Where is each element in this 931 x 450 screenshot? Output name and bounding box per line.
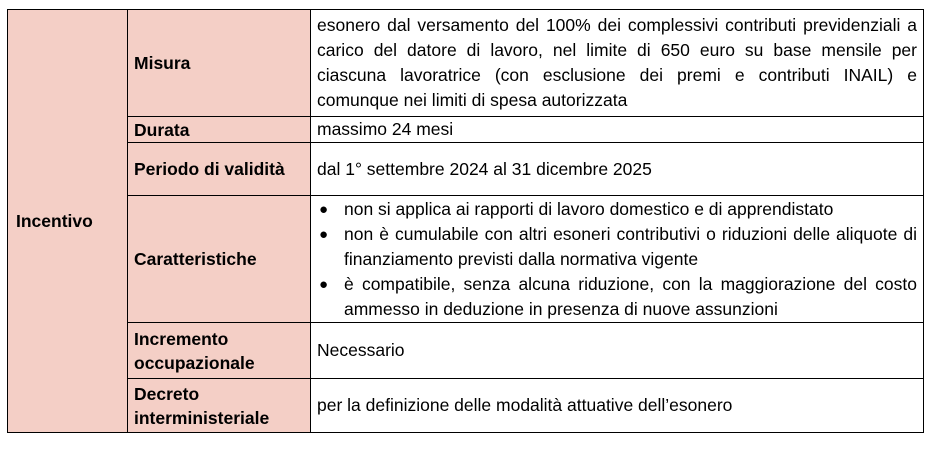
label-text-periodo: Periodo di validità bbox=[134, 159, 285, 179]
table-row-caratteristiche bbox=[8, 196, 924, 323]
label-text-incremento: Incremento occupazionale bbox=[134, 328, 255, 373]
label-text-durata: Durata bbox=[134, 119, 190, 140]
label-text-decreto: Decreto interministeriale bbox=[134, 383, 270, 428]
list-item bbox=[317, 222, 917, 272]
row-value-caratteristiche bbox=[311, 196, 924, 323]
table-row-decreto bbox=[8, 379, 924, 433]
row-value-durata bbox=[311, 117, 924, 143]
row-label-misura bbox=[128, 10, 311, 117]
value-text-incremento: Necessario bbox=[317, 340, 405, 360]
bullet-text: non è cumulabile con altri esoneri contributivi o riduzioni delle aliquote di finanziamento previsti dalla normativa vigente bbox=[344, 223, 917, 269]
list-item bbox=[317, 197, 917, 222]
row-value-decreto bbox=[311, 379, 924, 433]
row-label-incremento bbox=[128, 323, 311, 379]
table-row-incremento bbox=[8, 323, 924, 379]
group-label: Incentivo bbox=[16, 210, 93, 231]
label-text-misura: Misura bbox=[134, 53, 191, 73]
value-text-durata: massimo 24 mesi bbox=[317, 119, 454, 139]
bullet-list bbox=[317, 197, 917, 322]
table-row-periodo bbox=[8, 143, 924, 196]
value-text-periodo: dal 1° settembre 2024 al 31 dicembre 2025 bbox=[317, 158, 652, 179]
list-item bbox=[317, 272, 917, 322]
row-label-decreto bbox=[128, 379, 311, 433]
bullet-text: è compatibile, senza alcuna riduzione, con la maggiorazione del costo ammesso in deduzione in presenza di nuove assunzioni bbox=[344, 273, 917, 319]
bullet-icon: ● bbox=[319, 200, 329, 218]
value-text-decreto: per la definizione delle modalità attuative dell’esonero bbox=[317, 395, 733, 415]
row-label-durata bbox=[128, 117, 311, 143]
row-label-caratteristiche bbox=[128, 196, 311, 323]
bullet-icon: ● bbox=[319, 275, 329, 293]
bullet-text: non si applica ai rapporti di lavoro domestico e di apprendistato bbox=[344, 198, 834, 219]
row-value-incremento bbox=[311, 323, 924, 379]
group-label-cell bbox=[8, 10, 128, 433]
bullet-icon: ● bbox=[319, 225, 329, 243]
label-text-caratteristiche: Caratteristiche bbox=[134, 249, 257, 269]
incentive-table bbox=[7, 9, 924, 433]
table-row-durata bbox=[8, 117, 924, 143]
row-label-periodo bbox=[128, 143, 311, 196]
table-row-misura bbox=[8, 10, 924, 117]
row-value-periodo bbox=[311, 143, 924, 196]
value-text-misura: esonero dal versamento del 100% dei complessivi contributi previdenziali a carico del datore di lavoro, nel limite di 650 euro su base mensile per ciascuna lavoratrice (con esclusione dei premi e contributi INAIL) e comunque nei limiti di spesa autorizzata bbox=[317, 15, 917, 110]
row-value-misura bbox=[311, 10, 924, 117]
